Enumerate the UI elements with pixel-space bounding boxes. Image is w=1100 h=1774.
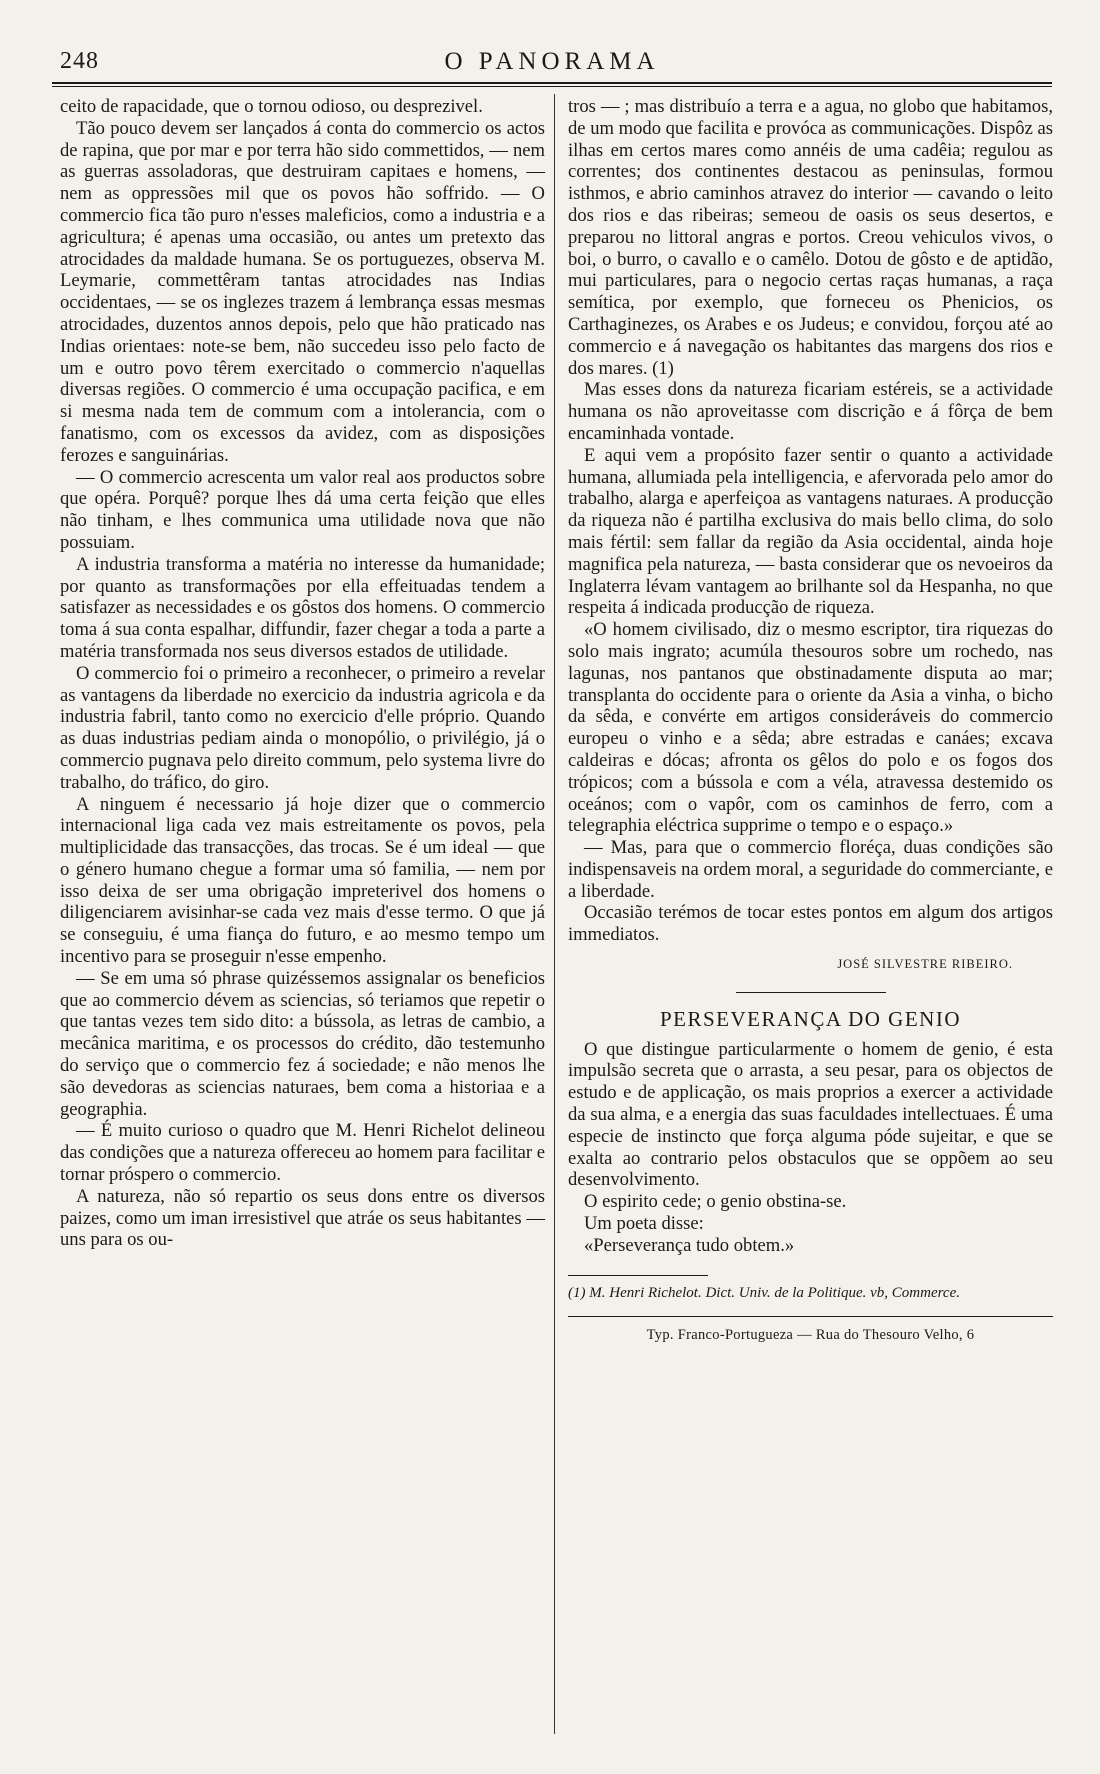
- paragraph: Occasião terémos de tocar estes pontos em algum dos artigos immediatos.: [568, 902, 1053, 946]
- paragraph: ceito de rapacidade, que o tornou odioso, ou desprezivel.: [60, 96, 483, 117]
- section-rule: [736, 992, 886, 993]
- printer-imprint: Typ. Franco-Portugueza — Rua do Thesouro Velho, 6: [646, 1326, 975, 1343]
- column-divider: [554, 94, 555, 1734]
- paragraph: Tão pouco devem ser lançados á conta do commercio os actos de rapina, que por mar e por terra hão sido commettidos, — nem as guerras assoladoras, que destruiram capitaes e homens, — nem as oppressões mil que os povos hão soffrido. — O commercio fica tão puro n'esses maleficios, como a industria e a agricultura; é apenas uma occasião, ou antes um pretexto das atrocidades da maldade humana. Se os portuguezes, observa M. Leymarie, commettêram tantas atrocidades nas Indias occidentaes, — se os inglezes trazem á lembrança essas mesmas atrocidades, duzentos annos depois, pelo que hão praticado nas Indias orientaes: note-se bem, não succedeu isso pelo facto de um e outro povo têrem exercitado o commercio n'aquellas diversas regiões. O commercio é uma occupação pacifica, e em si mesma nada tem de commum com a intolerancia, com o fanatismo, com os excessos da avidez, com as disposições ferozes e sanguinárias.: [60, 117, 545, 466]
- paragraph: «O homem civilisado, diz o mesmo escriptor, tira riquezas do solo mais ingrato; acumúla thesouros sobre um rochedo, nas lagunas, nos pantanos que obstinadamente disputa ao mar; transplanta do occidente para o oriente da Asia a vinha, o bicho da sêda, e convérte em artigos consideráveis do commercio europeu o vinho e a sêda; abre estradas e canáes; excava caldeiras e dócas; afronta os gêlos do polo e os fogos dos trópicos; com a bússola e com a véla, atravessa destemido os oceános; com o vapôr, com os caminhos de ferro, com a telegraphia eléctrica supprime o tempo e o espaço.»: [568, 619, 1053, 837]
- page-number: 248: [60, 48, 99, 74]
- right-column: [568, 96, 1053, 1346]
- paragraph: O espirito cede; o genio obstina-se.: [584, 1191, 847, 1213]
- page-header: [52, 42, 1052, 82]
- printer-rule: [568, 1316, 1053, 1317]
- paragraph: — Se em uma só phrase quizéssemos assignalar os beneficios que ao commercio dévem as sciencias, só teriamos que repetir o que tantas vezes tem sido dito: a bússola, as letras de cambio, a mecânica maritima, e os processos do crédito, dão testemunho do serviço que o commercio fez á sociedade; e não menos lhe são devedoras as sciencias naturaes, bem coma a historiaa e a geographia.: [60, 967, 545, 1120]
- author-signature: JOSÉ SILVESTRE RIBEIRO.: [837, 957, 1013, 972]
- header-rule: [52, 82, 1052, 84]
- paragraph: Um poeta disse:: [584, 1213, 704, 1235]
- paragraph: tros — ; mas distribuío a terra e a agua, no globo que habitamos, de um modo que facilita e provóca as communicações. Dispôz as ilhas em certos mares como annéis de uma cadêia; regulou as correntes; dos continentes destacou as peninsulas, formou isthmos, e abrio caminhos atravez do interior — cavando o leito dos rios e das ribeiras; semeou de oasis os seus desertos, e preparou no littoral angras e portos. Creou vehiculos vivos, o boi, o burro, o cavallo e o camêlo. Dotou de gôsto e de aptidão, mui particulares, para o negocio certas raças humanas, a raça semítica, por exemplo, que forneceu os Phenicios, os Carthaginezes, os Arabes e os Judeus; e convidou, forçou até ao commercio e á navegação os habitantes das margens dos rios e dos mares. (1): [568, 96, 1053, 379]
- paragraph: — É muito curioso o quadro que M. Henri Richelot delineou das condições que a natureza offereceu ao homem para facilitar e tornar próspero o commercio.: [60, 1120, 545, 1186]
- running-title: O PANORAMA: [444, 48, 660, 75]
- header-rule-thin: [52, 86, 1052, 87]
- paragraph: A ninguem é necessario já hoje dizer que o commercio internacional liga cada vez mais estreitamente os povos, pela multiplicidade das transacções, das trocas. Se é um ideal — que o género humano chegue a formar uma só familia, — nem por isso deixa de ser uma obrigação impreterivel dos homens o diligenciarem avisinhar-se cada vez mais d'esse termo. O que já se conseguiu, é uma fiança do futuro, e ao mesmo tempo um incentivo para se proseguir n'esse empenho.: [60, 793, 545, 968]
- section-heading: PERSEVERANÇA DO GENIO: [659, 1006, 961, 1031]
- newspaper-page: [52, 42, 1052, 1742]
- footnote: (1) M. Henri Richelot. Dict. Univ. de la Politique. vb, Commerce.: [568, 1284, 960, 1301]
- left-column: [60, 96, 545, 1251]
- paragraph: «Perseverança tudo obtem.»: [584, 1234, 795, 1256]
- paragraph: A industria transforma a matéria no interesse da humanidade; por quanto as transformações por ella effeituadas tendem a satisfazer as necessidades e os gôstos dos homens. O commercio toma á sua conta espalhar, diffundir, fazer chegar a toda a parte a matéria transformada nos seus diversos estados de utilidade.: [60, 553, 545, 662]
- paragraph: A natureza, não só repartio os seus dons entre os diversos paizes, como um iman irresistivel que atráe os seus habitantes — uns para os ou-: [60, 1185, 545, 1251]
- paragraph: O commercio foi o primeiro a reconhecer, o primeiro a revelar as vantagens da liberdade no exercicio da industria agricola e da industria fabril, tanto como no exercicio d'elle próprio. Quando as duas industrias pediam ainda o monopólio, o privilégio, já o commercio pugnava pelo direito commum, pelo systema livre do trabalho, do tráfico, do giro.: [60, 662, 545, 793]
- paragraph: — Mas, para que o commercio floréça, duas condições são indispensaveis na ordem moral, a seguridade do commerciante, e a liberdade.: [568, 837, 1053, 902]
- paragraph: — O commercio acrescenta um valor real aos productos sobre que opéra. Porquê? porque lhes dá uma certa feição que elles não tinham, e lhes communica uma utilidade nova que não possuiam.: [60, 466, 545, 553]
- paragraph: Mas esses dons da natureza ficariam estéreis, se a actividade humana os não aproveitasse com discrição e á fôrça de bem encaminhada vontade.: [568, 379, 1053, 444]
- paragraph: O que distingue particularmente o homem de genio, é esta impulsão secreta que o arrasta, a seu pesar, para os objectos de estudo e de applicação, os mais proprios a exercer a actividade da sua alma, e a energia das suas faculdades intellectuaes. É uma especie de instincto que força alguma póde sujeitar, e que se exalta ao contrario pelos obstaculos que se oppõem ao seu desenvolvimento.: [568, 1038, 1053, 1191]
- footnote-rule: [568, 1275, 708, 1276]
- paragraph: E aqui vem a propósito fazer sentir o quanto a actividade humana, allumiada pela intelligencia, e afervorada pelo amor do trabalho, alarga e aperfeiçoa as vantagens naturaes. A producção da riqueza não é partilha exclusiva do mais bello clima, do solo mais fértil: sem fallar da região da Asia occidental, ainda hoje magnifica pela natureza, — basta considerar que os nevoeiros da Inglaterra lévam vantagem ao brilhante sol da Hespanha, no que respeita á indicada producção de riqueza.: [568, 444, 1053, 619]
